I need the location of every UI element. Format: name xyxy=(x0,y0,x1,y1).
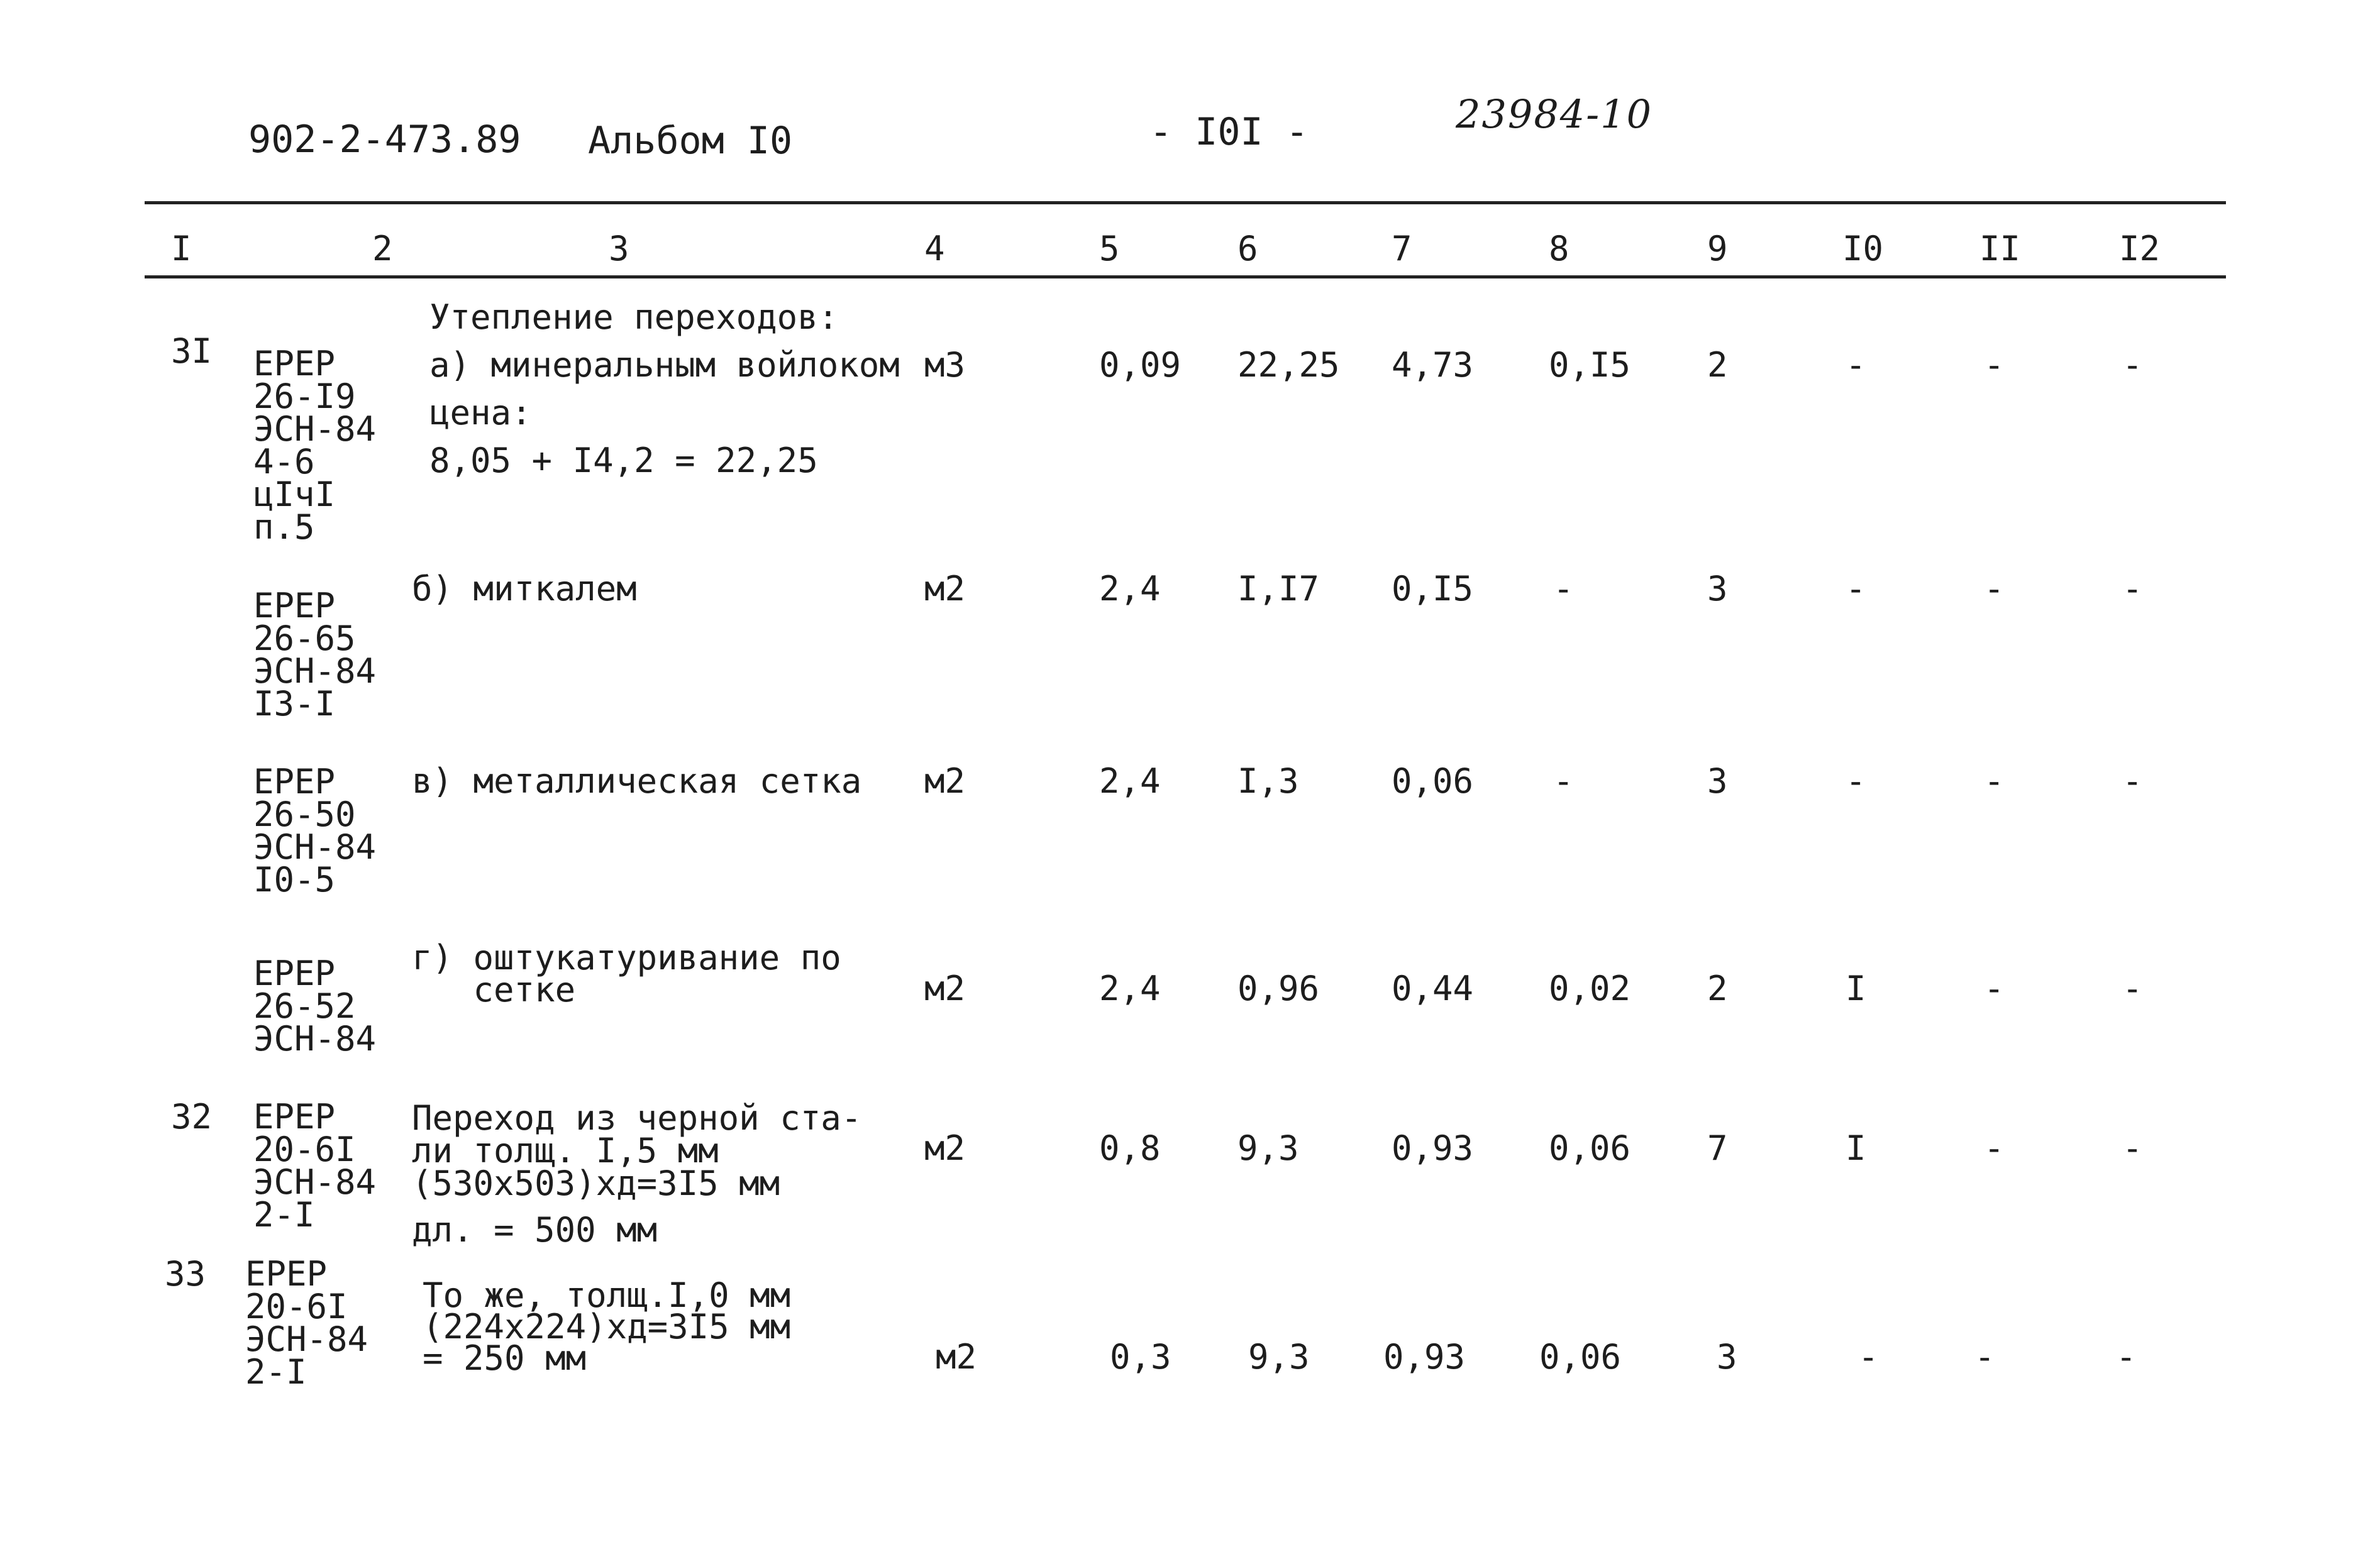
value-cell: 3 xyxy=(1717,1337,1737,1377)
rate-code-line: ЭСН-84 xyxy=(253,1019,377,1059)
value-cell: - xyxy=(1846,345,1866,385)
value-cell: - xyxy=(2122,969,2143,1008)
description-line: а) минеральным войлоком xyxy=(429,345,900,385)
value-cell: I xyxy=(1846,1128,1866,1168)
value-cell: - xyxy=(2116,1337,2137,1377)
value-cell: 7 xyxy=(1707,1128,1728,1168)
value-cell: - xyxy=(1974,1337,1995,1377)
rate-code-line: п.5 xyxy=(253,507,315,547)
unit-cell: м2 xyxy=(924,1128,966,1168)
value-cell: 0,44 xyxy=(1392,969,1474,1008)
value-cell: - xyxy=(2122,569,2143,609)
table-header-rule xyxy=(145,275,2226,278)
description-line: (530х503)хд=3I5 мм xyxy=(412,1164,780,1203)
description-line: б) миткалем xyxy=(412,569,637,609)
value-cell: - xyxy=(1984,969,2005,1008)
description-line: Переход из черной ста- xyxy=(412,1098,862,1138)
column-header: 8 xyxy=(1549,229,1569,268)
description-line: (224х224)хд=3I5 мм xyxy=(423,1307,791,1346)
value-cell: I xyxy=(1846,969,1866,1008)
value-cell: 3 xyxy=(1707,569,1728,609)
rate-code-line: I0-5 xyxy=(253,860,336,900)
value-cell: 22,25 xyxy=(1237,345,1340,385)
handwritten-number: 23984-10 xyxy=(1456,91,1653,137)
unit-cell: м2 xyxy=(924,761,966,801)
row-number: 33 xyxy=(165,1254,206,1294)
value-cell: 0,93 xyxy=(1392,1128,1474,1168)
column-header: 9 xyxy=(1707,229,1728,268)
value-cell: - xyxy=(1984,345,2005,385)
description-line: 8,05 + I4,2 = 22,25 xyxy=(429,441,818,480)
column-header: 4 xyxy=(924,229,945,268)
value-cell: 4,73 xyxy=(1392,345,1474,385)
table-top-rule xyxy=(145,201,2226,204)
rate-code-line: ЕРЕР xyxy=(253,762,336,801)
value-cell: - xyxy=(2122,761,2143,801)
value-cell: - xyxy=(1858,1337,1879,1377)
value-cell: 9,3 xyxy=(1248,1337,1310,1377)
row-number: 3I xyxy=(171,331,213,371)
column-header: 5 xyxy=(1099,229,1120,268)
value-cell: - xyxy=(1846,761,1866,801)
rate-code-line: ЕРЕР xyxy=(253,586,336,625)
description-line: То же, толщ.I,0 мм xyxy=(423,1275,791,1315)
value-cell: 0,8 xyxy=(1099,1128,1161,1168)
description-line: в) металлическая сетка xyxy=(412,761,862,801)
description-line: = 250 мм xyxy=(423,1338,587,1378)
value-cell: 0,3 xyxy=(1110,1337,1171,1377)
album-label: Альбом I0 xyxy=(588,119,793,163)
unit-cell: м2 xyxy=(924,969,966,1008)
unit-cell: м2 xyxy=(924,569,966,609)
description-line: ли толщ. I,5 мм xyxy=(412,1131,719,1170)
rate-code-line: ЭСН-84 xyxy=(245,1319,368,1359)
rate-code-line: ЭСН-84 xyxy=(253,1162,377,1202)
rate-code-line: 4-6 xyxy=(253,442,315,482)
value-cell: 0,I5 xyxy=(1549,345,1631,385)
rate-code-line: ЕРЕР xyxy=(245,1254,328,1294)
value-cell: 2,4 xyxy=(1099,761,1161,801)
document-code: 902-2-473.89 xyxy=(248,118,521,162)
value-cell: - xyxy=(2122,345,2143,385)
column-header: 2 xyxy=(372,229,393,268)
value-cell: 2,4 xyxy=(1099,569,1161,609)
column-header: II xyxy=(1979,229,2021,268)
rate-code-line: ЕРЕР xyxy=(253,1097,336,1137)
value-cell: - xyxy=(1984,569,2005,609)
column-header: I0 xyxy=(1842,229,1884,268)
value-cell: 0,09 xyxy=(1099,345,1182,385)
rate-code-line: ЭСН-84 xyxy=(253,651,377,691)
column-header: 7 xyxy=(1392,229,1412,268)
value-cell: 0,06 xyxy=(1539,1337,1622,1377)
row-number: 32 xyxy=(171,1097,213,1137)
value-cell: 0,02 xyxy=(1549,969,1631,1008)
rate-code-line: ЭСН-84 xyxy=(253,409,377,449)
rate-code-line: 20-6I xyxy=(253,1130,356,1169)
unit-cell: м2 xyxy=(936,1337,977,1377)
value-cell: I,3 xyxy=(1237,761,1299,801)
value-cell: 0,06 xyxy=(1549,1128,1631,1168)
value-cell: - xyxy=(1553,569,1574,609)
description-line: дл. = 500 мм xyxy=(412,1210,658,1250)
description-line: сетке xyxy=(412,970,576,1010)
rate-code-line: 20-6I xyxy=(245,1287,348,1326)
rate-code-line: 26-50 xyxy=(253,795,356,834)
value-cell: - xyxy=(1553,761,1574,801)
rate-code-line: 2-I xyxy=(253,1195,315,1235)
unit-cell: м3 xyxy=(924,345,966,385)
value-cell: - xyxy=(2122,1128,2143,1168)
value-cell: 2 xyxy=(1707,969,1728,1008)
column-header: I xyxy=(171,229,192,268)
description-line: г) оштукатуривание по xyxy=(412,938,841,978)
value-cell: 3 xyxy=(1707,761,1728,801)
value-cell: 2 xyxy=(1707,345,1728,385)
column-header: 6 xyxy=(1237,229,1258,268)
rate-code-line: I3-I xyxy=(253,684,336,724)
rate-code-line: 26-I9 xyxy=(253,377,356,416)
value-cell: 2,4 xyxy=(1099,969,1161,1008)
rate-code-line: ЕРЕР xyxy=(253,344,336,383)
rate-code-line: 2-I xyxy=(245,1352,307,1392)
rate-code-line: ЭСН-84 xyxy=(253,827,377,867)
value-cell: 0,06 xyxy=(1392,761,1474,801)
rate-code-line: 26-52 xyxy=(253,986,356,1026)
rate-code-line: цIчI xyxy=(253,475,336,514)
value-cell: - xyxy=(1984,1128,2005,1168)
rate-code-line: ЕРЕР xyxy=(253,954,336,993)
rate-code-line: 26-65 xyxy=(253,619,356,658)
value-cell: I,I7 xyxy=(1237,569,1320,609)
value-cell: - xyxy=(1984,761,2005,801)
description-line: цена: xyxy=(429,393,532,432)
column-header: I2 xyxy=(2119,229,2161,268)
value-cell: 0,I5 xyxy=(1392,569,1474,609)
page-number: - I0I - xyxy=(1149,110,1309,154)
column-header: 3 xyxy=(609,229,629,268)
value-cell: 0,93 xyxy=(1383,1337,1466,1377)
value-cell: - xyxy=(1846,569,1866,609)
description-line: Утепление переходов: xyxy=(429,297,839,337)
value-cell: 0,96 xyxy=(1237,969,1320,1008)
value-cell: 9,3 xyxy=(1237,1128,1299,1168)
